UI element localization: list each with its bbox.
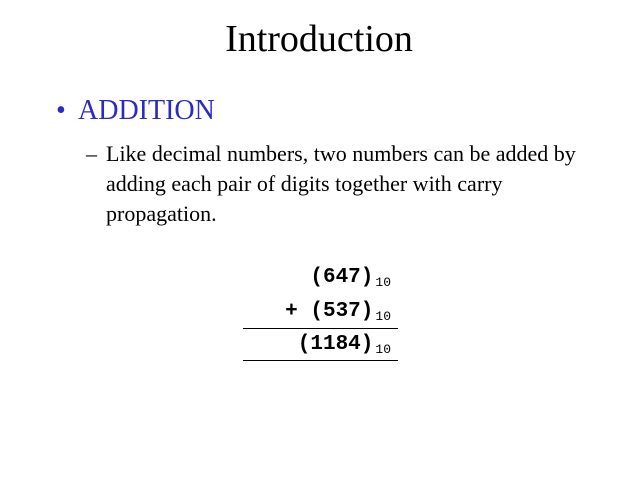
operand-2-value: (537)	[310, 300, 374, 323]
result-value: (1184)	[297, 333, 374, 356]
sub-bullet-text: Like decimal numbers, two numbers can be added by adding each pair of digits together with carry propagation.	[106, 141, 576, 226]
result	[298, 332, 391, 363]
operand-1-base: 10	[375, 275, 391, 290]
plus-operator: +	[285, 300, 298, 323]
bullet-heading: ADDITION	[78, 95, 215, 126]
sub-bullet-marker: –	[86, 141, 97, 166]
result-base: 10	[375, 342, 391, 357]
bullet-addition	[56, 94, 215, 128]
operand-2	[285, 299, 391, 330]
operand-1-value: (647)	[310, 266, 374, 289]
operand-1	[310, 265, 391, 296]
sum-divider-line	[243, 328, 398, 329]
sub-bullet	[86, 139, 586, 229]
bullet-marker: •	[56, 95, 66, 126]
result-underline	[243, 360, 398, 361]
operand-2-base: 10	[375, 309, 391, 324]
slide-title: Introduction	[225, 18, 413, 60]
